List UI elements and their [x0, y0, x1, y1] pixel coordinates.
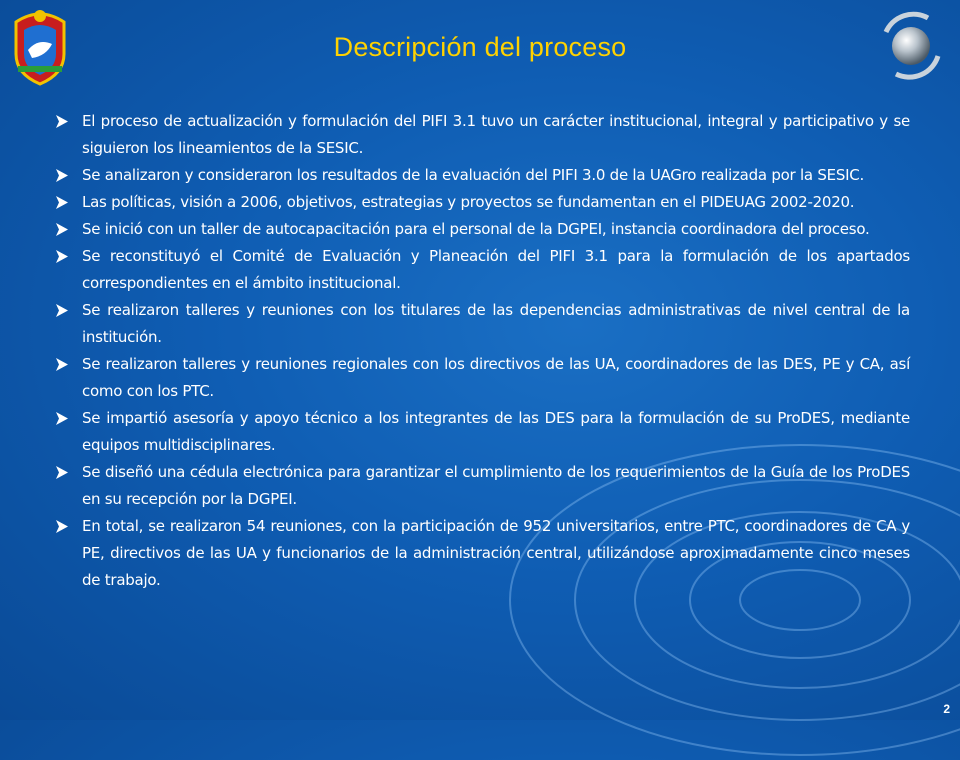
bullet-text: Las políticas, visión a 2006, objetivos, estrategias y proyectos se fundamentan en el PIDEUAG 2002-2020. [82, 193, 855, 211]
bullet-list [50, 108, 910, 594]
arrow-bullet-icon [56, 250, 68, 263]
page-number: 2 [943, 702, 950, 716]
arrow-bullet-icon [56, 412, 68, 425]
arrow-bullet-icon [56, 223, 68, 236]
bullet-text: Se realizaron talleres y reuniones regionales con los directivos de las UA, coordinadores de las DES, PE y CA, así como con los PTC. [82, 355, 910, 400]
arrow-bullet-icon [56, 169, 68, 182]
bullet-text: Se reconstituyó el Comité de Evaluación y Planeación del PIFI 3.1 para la formulación de los apartados correspondientes en el ámbito institucional. [82, 247, 910, 292]
arrow-bullet-icon [56, 196, 68, 209]
bullet-text: Se diseñó una cédula electrónica para garantizar el cumplimiento de los requerimientos de la Guía de los ProDES en su recepción por la DGPEI. [82, 463, 910, 508]
bullet-text: Se impartió asesoría y apoyo técnico a los integrantes de las DES para la formulación de su ProDES, mediante equipos multidisciplinares. [82, 409, 910, 454]
arrow-bullet-icon [56, 304, 68, 317]
arrow-bullet-icon [56, 358, 68, 371]
arrow-bullet-icon [56, 466, 68, 479]
bullet-text: Se realizaron talleres y reuniones con los titulares de las dependencias administrativas de nivel central de la institución. [82, 301, 910, 346]
bullet-text: Se inició con un taller de autocapacitación para el personal de la DGPEI, instancia coordinadora del proceso. [82, 220, 870, 238]
bullet-item [50, 297, 910, 351]
bullet-item [50, 216, 910, 243]
bullet-text: Se analizaron y consideraron los resultados de la evaluación del PIFI 3.0 de la UAGro realizada por la SESIC. [82, 166, 865, 184]
slide-title: Descripción del proceso [333, 32, 627, 62]
arrow-bullet-icon [56, 520, 68, 533]
arrow-bullet-icon [56, 115, 68, 128]
bullet-item [50, 351, 910, 405]
bullet-item [50, 243, 910, 297]
bullet-text: En total, se realizaron 54 reuniones, con la participación de 952 universitarios, entre PTC, coordinadores de CA y PE, directivos de las UA y funcionarios de la administración central, utilizándose aproximadamente cinco meses de trabajo. [82, 517, 910, 589]
bullet-item [50, 459, 910, 513]
bullet-text: El proceso de actualización y formulación del PIFI 3.1 tuvo un carácter institucional, integral y participativo y se siguieron los lineamientos de la SESIC. [82, 112, 910, 157]
bullet-item [50, 108, 910, 162]
bullet-item [50, 189, 910, 216]
bullet-item [50, 405, 910, 459]
bullet-item [50, 513, 910, 594]
bullet-item [50, 162, 910, 189]
